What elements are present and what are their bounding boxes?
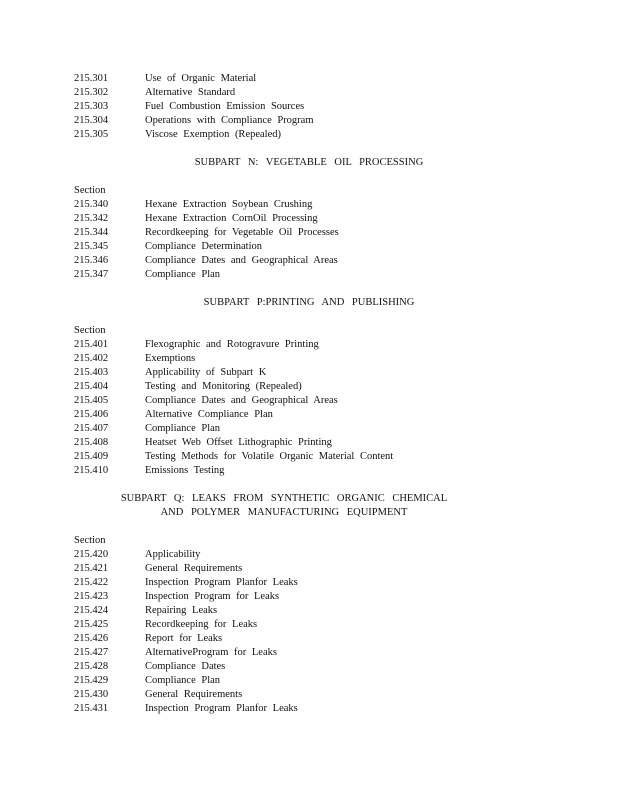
section-title: Operations with Compliance Program [145, 115, 314, 126]
section-number: 215.406 [74, 409, 109, 420]
subpart-heading: SUBPART N: VEGETABLE OIL PROCESSING [194, 157, 424, 168]
subpart-heading: SUBPART P:PRINTING AND PUBLISHING [203, 297, 415, 308]
toc-entry [0, 646, 618, 660]
toc-entry [0, 366, 618, 380]
section-title: Repairing Leaks [145, 605, 218, 616]
section-title: Hexane Extraction CornOil Processing [145, 213, 318, 224]
section-number: 215.430 [74, 689, 109, 700]
section-number: 215.427 [74, 647, 109, 658]
section-number: 215.303 [74, 101, 109, 112]
section-number: 215.425 [74, 619, 109, 630]
section-number: 215.428 [74, 661, 109, 672]
section-label: Section [74, 325, 106, 336]
section-number: 215.346 [74, 255, 109, 266]
section-number: 215.301 [74, 73, 109, 84]
section-number: 215.408 [74, 437, 109, 448]
section-title: Compliance Dates and Geographical Areas [145, 255, 338, 266]
toc-entry [0, 114, 618, 128]
section-title: Applicability [145, 549, 201, 560]
toc-entry [0, 226, 618, 240]
section-number: 215.347 [74, 269, 109, 280]
section-title: Testing Methods for Volatile Organic Material Content [145, 451, 394, 462]
toc-entry [0, 394, 618, 408]
toc-entry [0, 604, 618, 618]
section-title: Hexane Extraction Soybean Crushing [145, 199, 313, 210]
section-label-row [0, 534, 618, 548]
toc-entry [0, 618, 618, 632]
section-title: Compliance Determination [145, 241, 263, 252]
section-number: 215.304 [74, 115, 109, 126]
section-number: 215.342 [74, 213, 109, 224]
subpart-heading-continued: AND POLYMER MANUFACTURING EQUIPMENT [160, 507, 408, 518]
toc-entry [0, 632, 618, 646]
toc-entry [0, 576, 618, 590]
section-number: 215.401 [74, 339, 109, 350]
section-title: Exemptions [145, 353, 196, 364]
section-title: Flexographic and Rotogravure Printing [145, 339, 319, 350]
toc-entry [0, 72, 618, 86]
section-title: General Requirements [145, 689, 243, 700]
toc-entry [0, 240, 618, 254]
section-title: General Requirements [145, 563, 243, 574]
section-label: Section [74, 185, 106, 196]
section-number: 215.302 [74, 87, 109, 98]
section-number: 215.405 [74, 395, 109, 406]
section-number: 215.426 [74, 633, 109, 644]
toc-entry [0, 100, 618, 114]
section-title: Inspection Program Planfor Leaks [145, 703, 298, 714]
section-number: 215.404 [74, 381, 109, 392]
section-title: AlternativeProgram for Leaks [145, 647, 277, 658]
toc-entry [0, 702, 618, 716]
section-label: Section [74, 535, 106, 546]
section-title: Heatset Web Offset Lithographic Printing [145, 437, 332, 448]
section-number: 215.424 [74, 605, 109, 616]
toc-entry [0, 254, 618, 268]
toc-entry [0, 380, 618, 394]
section-number: 215.420 [74, 549, 109, 560]
section-number: 215.410 [74, 465, 109, 476]
section-number: 215.421 [74, 563, 109, 574]
toc-entry [0, 86, 618, 100]
section-title: Compliance Plan [145, 423, 221, 434]
section-title: Compliance Plan [145, 675, 221, 686]
section-number: 215.402 [74, 353, 109, 364]
toc-entry [0, 688, 618, 702]
section-number: 215.431 [74, 703, 109, 714]
section-number: 215.422 [74, 577, 109, 588]
section-title: Report for Leaks [145, 633, 223, 644]
toc-entry [0, 198, 618, 212]
toc-entry [0, 562, 618, 576]
section-number: 215.429 [74, 675, 109, 686]
section-label-row [0, 324, 618, 338]
section-label-row [0, 184, 618, 198]
section-title: Applicability of Subpart K [145, 367, 267, 378]
toc-entry [0, 422, 618, 436]
section-number: 215.340 [74, 199, 109, 210]
section-title: Use of Organic Material [145, 73, 257, 84]
toc-entry [0, 590, 618, 604]
section-title: Recordkeeping for Leaks [145, 619, 258, 630]
section-title: Inspection Program Planfor Leaks [145, 577, 298, 588]
toc-entry [0, 674, 618, 688]
section-title: Alternative Compliance Plan [145, 409, 273, 420]
section-title: Alternative Standard [145, 87, 236, 98]
section-title: Recordkeeping for Vegetable Oil Processes [145, 227, 339, 238]
section-title: Compliance Plan [145, 269, 221, 280]
toc-entry [0, 548, 618, 562]
section-title: Viscose Exemption (Repealed) [145, 129, 281, 140]
toc-entry [0, 660, 618, 674]
section-title: Testing and Monitoring (Repealed) [145, 381, 302, 392]
section-title: Compliance Dates and Geographical Areas [145, 395, 338, 406]
section-number: 215.403 [74, 367, 109, 378]
subpart-heading: SUBPART Q: LEAKS FROM SYNTHETIC ORGANIC CHEMICAL [120, 493, 448, 504]
toc-entry [0, 338, 618, 352]
section-number: 215.407 [74, 423, 109, 434]
section-number: 215.409 [74, 451, 109, 462]
section-title: Fuel Combustion Emission Sources [145, 101, 305, 112]
section-title: Inspection Program for Leaks [145, 591, 280, 602]
toc-entry [0, 436, 618, 450]
toc-entry [0, 450, 618, 464]
section-title: Compliance Dates [145, 661, 226, 672]
section-number: 215.345 [74, 241, 109, 252]
section-title: Emissions Testing [145, 465, 225, 476]
toc-entry [0, 408, 618, 422]
toc-entry [0, 212, 618, 226]
section-number: 215.344 [74, 227, 109, 238]
section-number: 215.305 [74, 129, 109, 140]
section-number: 215.423 [74, 591, 109, 602]
toc-entry [0, 268, 618, 282]
toc-entry [0, 128, 618, 142]
toc-entry [0, 464, 618, 478]
toc-entry [0, 352, 618, 366]
